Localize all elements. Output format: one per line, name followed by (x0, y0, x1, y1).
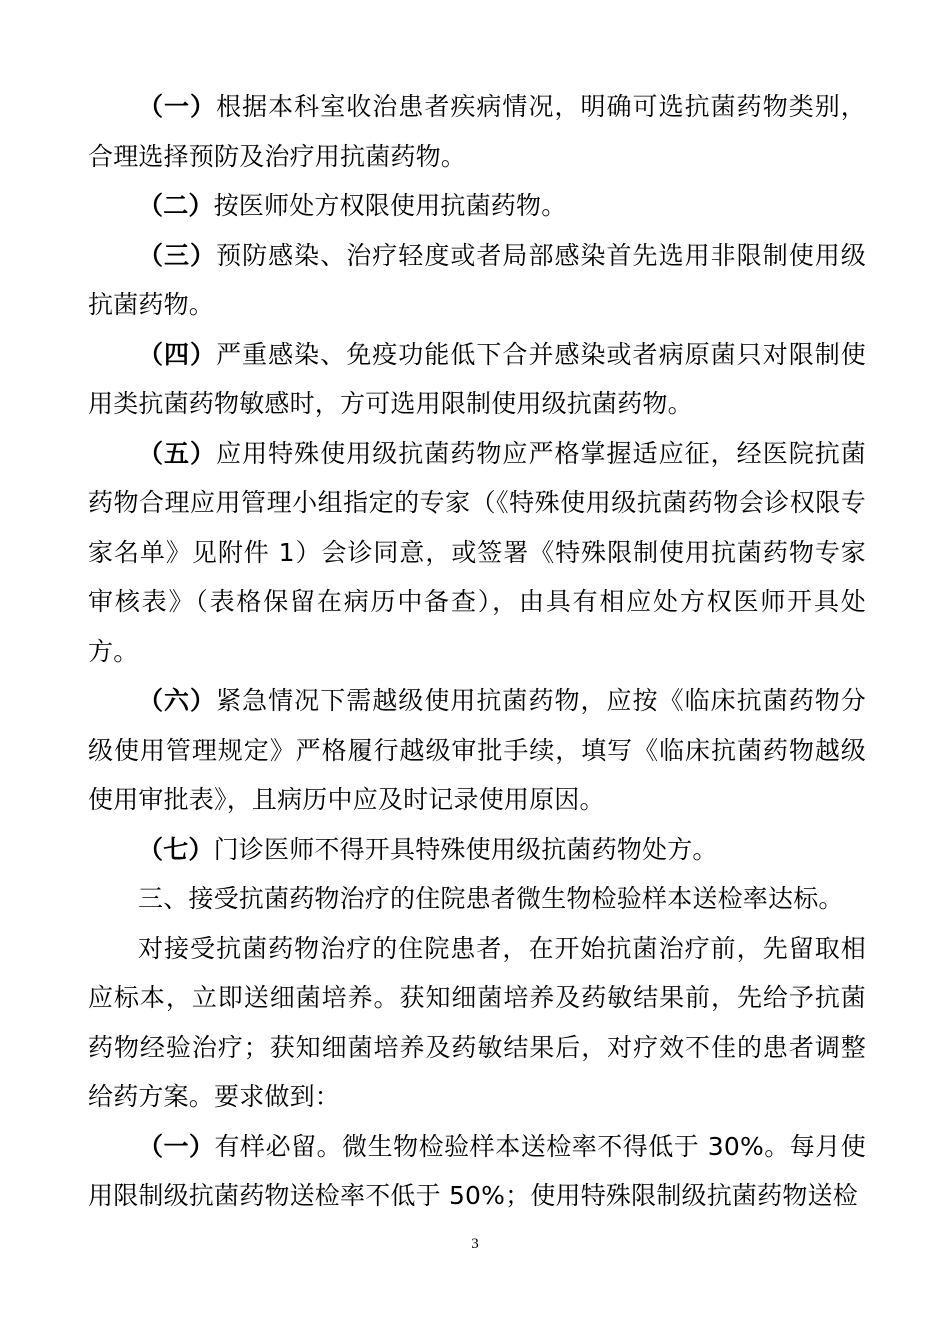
paragraph-text: 对接受抗菌药物治疗的住院患者，在开始抗菌治疗前，先留取相应标本，立即送细菌培养。获知细菌培养及药敏结果前，先给予抗菌药物经验治疗；获知细菌培养及药敏结果后，对疗效不佳的患者调整给药方案。要求做到： (88, 933, 866, 1111)
paragraph-label: （六） (138, 686, 217, 715)
paragraph-label: （三） (138, 240, 217, 270)
paragraph-text: 紧急情况下需越级使用抗菌药物，应按《临床抗菌药物分级使用管理规定》严格履行越级审批手续，填写《临床抗菌药物越级使用审批表》，且病历中应及时记录使用原因。 (88, 686, 866, 814)
paragraph (88, 1122, 866, 1221)
paragraph-label: （一） (138, 92, 217, 121)
paragraph (88, 330, 866, 429)
paragraph (88, 181, 866, 231)
paragraph-label: （七） (138, 834, 214, 864)
paragraph-label: （二） (138, 191, 214, 220)
paragraph-text: 严重感染、免疫功能低下合并感染或者病原菌只对限制使用类抗菌药物敏感时，方可选用限制使用级抗菌药物。 (88, 339, 866, 418)
paragraph-text: 三、接受抗菌药物治疗的住院患者微生物检验样本送检率达标。 (138, 884, 844, 913)
paragraph-label: （四） (138, 339, 217, 369)
paragraph-label: （一） (138, 1131, 215, 1161)
paragraph-label: （五） (138, 438, 217, 468)
document-body (88, 82, 866, 1221)
paragraph (88, 231, 866, 330)
paragraph (88, 82, 866, 181)
section-heading (88, 874, 866, 924)
paragraph-text: 按医师处方权限使用抗菌药物。 (213, 191, 567, 220)
paragraph (88, 825, 866, 875)
paragraph-text: 应用特殊使用级抗菌药物应严格掌握适应征，经医院抗菌药物合理应用管理小组指定的专家（《特殊使用级抗菌药物会诊权限专家名单》见附件 1）会诊同意，或签署《特殊限制使用抗菌药物专家审核表》（表格保留在病历中备查），由具有相应处方权医师开具处方。 (88, 438, 866, 666)
paragraph (88, 676, 866, 825)
paragraph (88, 924, 866, 1122)
paragraph-text: 根据本科室收治患者疾病情况，明确可选抗菌药物类别，合理选择预防及治疗用抗菌药物。 (88, 92, 866, 171)
paragraph-text: 有样必留。微生物检验样本送检率不得低于 30%。每月使用限制级抗菌药物送检率不低于 50%；使用特殊限制级抗菌药物送检 (88, 1131, 866, 1210)
page-number: 3 (471, 1236, 479, 1252)
paragraph (88, 429, 866, 677)
paragraph-text: 门诊医师不得开具特殊使用级抗菌药物处方。 (213, 834, 718, 864)
paragraph-text: 预防感染、治疗轻度或者局部感染首先选用非限制使用级抗菌药物。 (88, 240, 866, 319)
